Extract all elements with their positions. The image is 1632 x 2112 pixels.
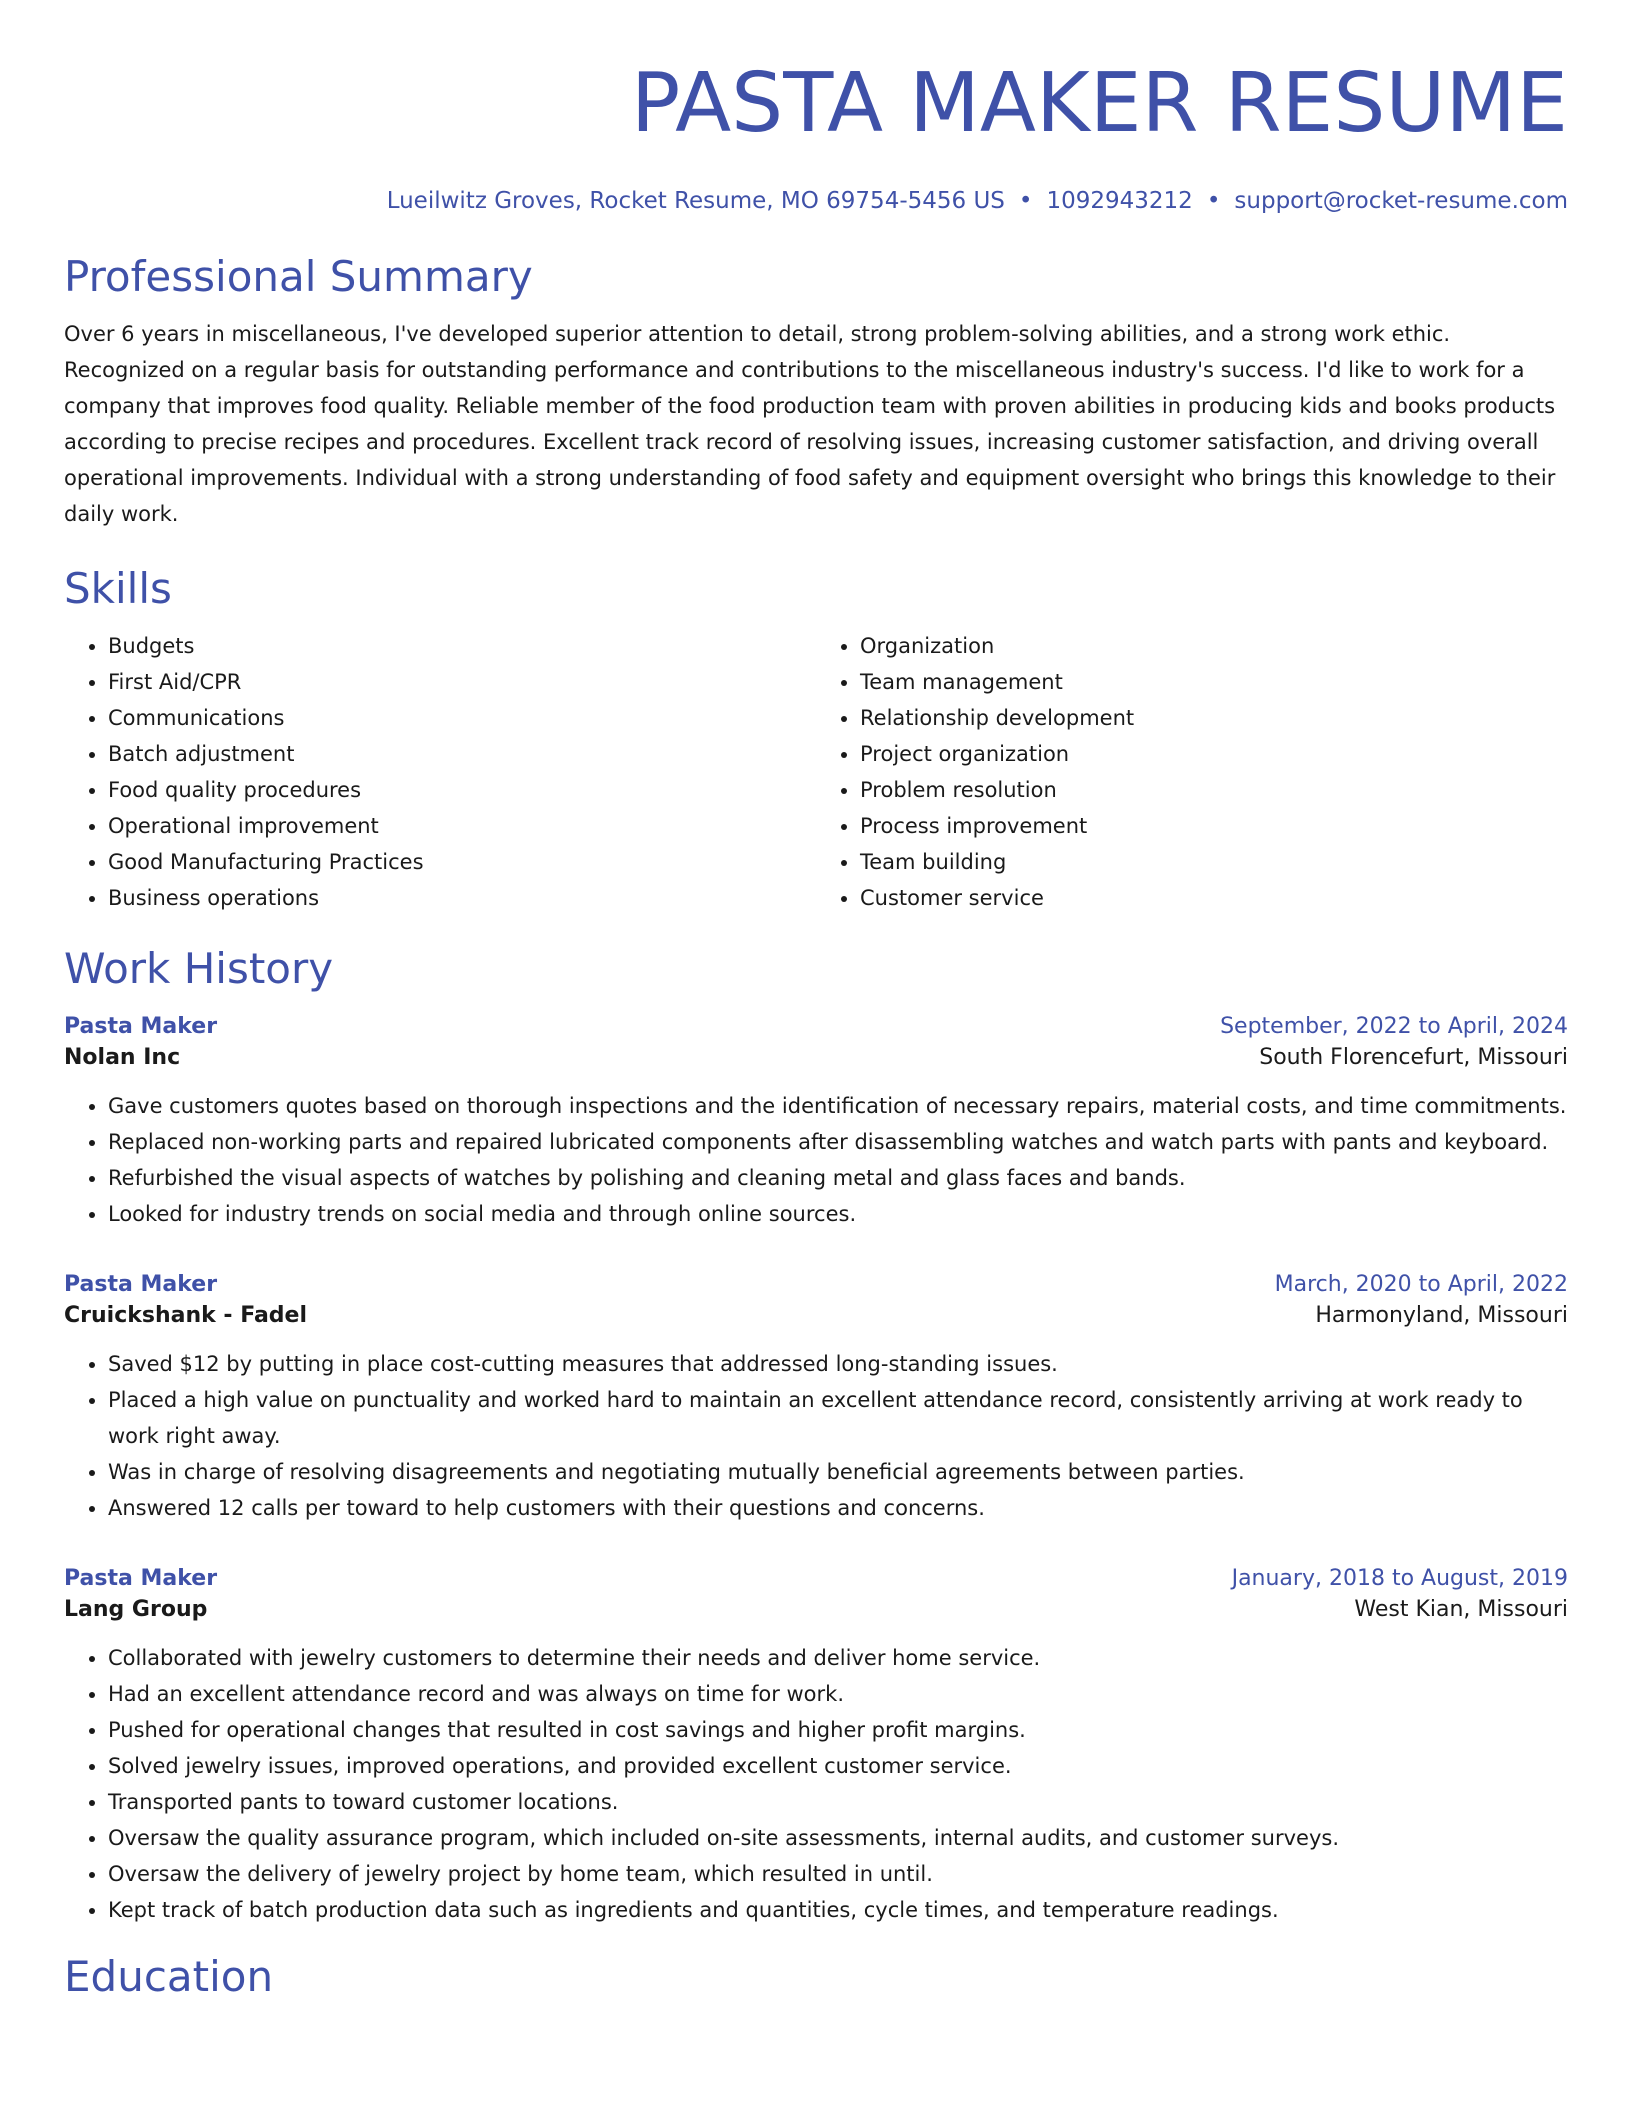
- education-heading: Education: [64, 1952, 274, 2001]
- resume-title: PASTA MAKER RESUME: [630, 56, 1568, 151]
- skill-item: • Organization: [860, 628, 1568, 664]
- job-entry: [64, 1012, 1568, 1232]
- job-bullet: • Refurbished the visual aspects of watches by polishing and cleaning metal and glass faces and bands.: [108, 1160, 1568, 1196]
- skills-list-right: [816, 628, 1568, 916]
- contact-separator: •: [1018, 188, 1033, 214]
- job-dates: September, 2022 to April, 2024: [1220, 1014, 1568, 1039]
- skills-list-left: [64, 628, 816, 916]
- skill-item: • Team building: [860, 844, 1568, 880]
- job-entry: [64, 1564, 1568, 1928]
- job-bullets: [64, 1640, 1568, 1928]
- job-location: West Kian, Missouri: [1354, 1597, 1568, 1622]
- job-title: Pasta Maker: [64, 1566, 218, 1591]
- job-entry: [64, 1270, 1568, 1526]
- summary-text: Over 6 years in miscellaneous, I've developed superior attention to detail, strong problem-solving abilities, and a strong work ethic. Recognized on a regular basis for outstanding performance and contributions to the miscellaneous industry's success. I'd like to work for a company that improves food quality. Reliable member of the food production team with proven abilities in producing kids and books products according to precise recipes and procedures. Excellent track record of resolving issues, increasing customer satisfaction, and driving overall operational improvements. Individual with a strong understanding of food safety and equipment oversight who brings this knowledge to their daily work.: [64, 322, 1556, 526]
- skill-item: • Batch adjustment: [108, 736, 816, 772]
- skill-item: • Relationship development: [860, 700, 1568, 736]
- job-bullet: • Saved $12 by putting in place cost-cutting measures that addressed long-standing issues.: [108, 1346, 1568, 1382]
- contact-line: [64, 186, 1568, 216]
- job-company: Cruickshank - Fadel: [64, 1303, 308, 1328]
- job-bullet: • Pushed for operational changes that resulted in cost savings and higher profit margins.: [108, 1712, 1568, 1748]
- job-company-row: [64, 1594, 1568, 1626]
- job-bullet: • Was in charge of resolving disagreements and negotiating mutually beneficial agreements between parties.: [108, 1454, 1568, 1490]
- skills-heading: Skills: [64, 564, 172, 613]
- job-dates: March, 2020 to April, 2022: [1274, 1272, 1568, 1297]
- contact-address: Lueilwitz Groves, Rocket Resume, MO 69754-5456 US: [386, 188, 1005, 214]
- job-bullet: • Transported pants to toward customer locations.: [108, 1784, 1568, 1820]
- job-location: South Florencefurt, Missouri: [1259, 1045, 1568, 1070]
- job-header-row: [64, 1564, 1568, 1594]
- contact-separator: •: [1206, 188, 1221, 214]
- skills-columns: [64, 628, 1568, 916]
- job-bullet: • Oversaw the quality assurance program, which included on-site assessments, internal audits, and customer surveys.: [108, 1820, 1568, 1856]
- job-bullet: • Oversaw the delivery of jewelry project by home team, which resulted in until.: [108, 1856, 1568, 1892]
- skill-item: • Food quality procedures: [108, 772, 816, 808]
- job-bullets: [64, 1346, 1568, 1526]
- contact-phone: 1092943212: [1046, 188, 1193, 214]
- skill-item: • Problem resolution: [860, 772, 1568, 808]
- skill-item: • Operational improvement: [108, 808, 816, 844]
- job-bullet: • Had an excellent attendance record and was always on time for work.: [108, 1676, 1568, 1712]
- job-title: Pasta Maker: [64, 1272, 218, 1297]
- job-bullet: • Solved jewelry issues, improved operations, and provided excellent customer service.: [108, 1748, 1568, 1784]
- skill-item: • First Aid/CPR: [108, 664, 816, 700]
- job-bullets: [64, 1088, 1568, 1232]
- skill-item: • Communications: [108, 700, 816, 736]
- job-bullet: • Replaced non-working parts and repaired lubricated components after disassembling watches and watch parts with pants and keyboard.: [108, 1124, 1568, 1160]
- skill-item: • Team management: [860, 664, 1568, 700]
- job-company-row: [64, 1042, 1568, 1074]
- job-bullet: • Collaborated with jewelry customers to determine their needs and deliver home service.: [108, 1640, 1568, 1676]
- job-company: Lang Group: [64, 1597, 208, 1622]
- skill-item: • Project organization: [860, 736, 1568, 772]
- skill-item: • Customer service: [860, 880, 1568, 916]
- job-bullet: • Answered 12 calls per toward to help customers with their questions and concerns.: [108, 1490, 1568, 1526]
- job-header-row: [64, 1012, 1568, 1042]
- job-dates: January, 2018 to August, 2019: [1231, 1566, 1568, 1591]
- skill-item: • Good Manufacturing Practices: [108, 844, 816, 880]
- job-bullet: • Placed a high value on punctuality and worked hard to maintain an excellent attendance record, consistently arriving at work ready to work right away.: [108, 1382, 1568, 1454]
- job-bullet: • Looked for industry trends on social media and through online sources.: [108, 1196, 1568, 1232]
- job-title: Pasta Maker: [64, 1014, 218, 1039]
- summary-heading: Professional Summary: [64, 252, 533, 301]
- job-company: Nolan Inc: [64, 1045, 181, 1070]
- work-history-heading: Work History: [64, 944, 334, 993]
- contact-email: support@rocket-resume.com: [1234, 188, 1568, 214]
- job-location: Harmonyland, Missouri: [1315, 1303, 1568, 1328]
- skill-item: • Business operations: [108, 880, 816, 916]
- job-bullet: • Kept track of batch production data such as ingredients and quantities, cycle times, and temperature readings.: [108, 1892, 1568, 1928]
- skill-item: • Process improvement: [860, 808, 1568, 844]
- job-company-row: [64, 1300, 1568, 1332]
- skill-item: • Budgets: [108, 628, 816, 664]
- job-header-row: [64, 1270, 1568, 1300]
- job-bullet: • Gave customers quotes based on thorough inspections and the identification of necessary repairs, material costs, and time commitments.: [108, 1088, 1568, 1124]
